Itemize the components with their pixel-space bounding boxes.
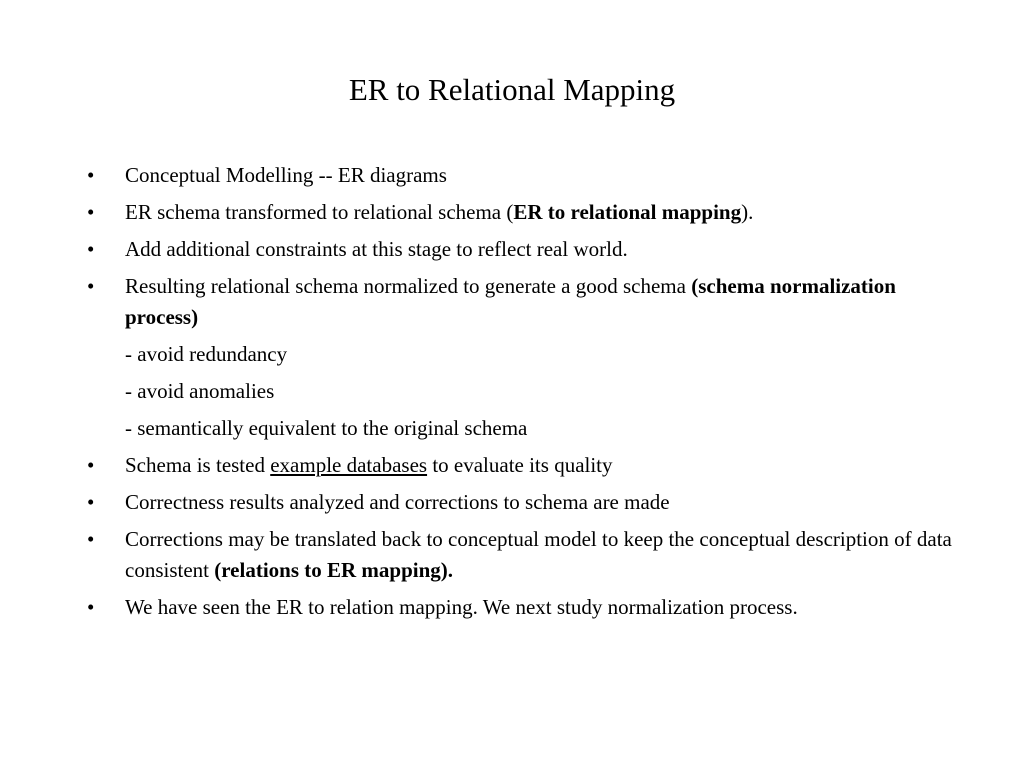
- bullet-text: Correctness results analyzed and corrections to schema are made: [125, 490, 670, 514]
- bullet-marker: •: [87, 163, 95, 187]
- bullet-item-er-schema-transformed: [0, 197, 1024, 228]
- bullet-item-next-study: [0, 592, 1024, 623]
- bullet-bold-text: (schema normalization process): [125, 274, 896, 329]
- bullet-text: Resulting relational schema normalized to generate a good schema: [125, 274, 692, 298]
- sub-item-semantically-equivalent: [0, 413, 1024, 444]
- sub-item-avoid-anomalies: [0, 376, 1024, 407]
- bullet-text-end: ).: [741, 200, 754, 224]
- bullet-bold-text: ER to relational mapping: [513, 200, 742, 224]
- bullet-text: Corrections may be translated back to conceptual model to keep the conceptual description of data consistent: [125, 527, 952, 582]
- bullet-text: ER schema transformed to relational schema (: [125, 200, 514, 224]
- bullet-marker: •: [87, 490, 95, 514]
- bullet-list: [0, 160, 1024, 629]
- bullet-item-correctness-results: [0, 487, 1024, 518]
- bullet-marker: •: [87, 237, 95, 261]
- bullet-marker: •: [87, 200, 95, 224]
- bullet-marker: •: [87, 274, 95, 298]
- example-databases-link[interactable]: example databases: [270, 453, 428, 477]
- bullet-text: Add additional constraints at this stage to reflect real world.: [125, 237, 628, 261]
- sub-item-text: - avoid redundancy: [125, 342, 288, 366]
- sub-item-avoid-redundancy: [0, 339, 1024, 370]
- bullet-text: Schema is tested: [125, 453, 271, 477]
- bullet-marker: •: [87, 453, 95, 477]
- bullet-item-corrections-translated: [0, 524, 1024, 586]
- bullet-bold-text: (relations to ER mapping).: [214, 558, 454, 582]
- bullet-item-schema-normalized: [0, 271, 1024, 333]
- bullet-text: We have seen the ER to relation mapping. We next study normalization process.: [125, 595, 798, 619]
- slide-title: ER to Relational Mapping: [348, 72, 676, 107]
- bullet-marker: •: [87, 595, 95, 619]
- bullet-marker: •: [87, 527, 95, 551]
- bullet-item-schema-tested: [0, 450, 1024, 481]
- bullet-item-conceptual-modelling: [0, 160, 1024, 191]
- sub-item-text: - avoid anomalies: [125, 379, 275, 403]
- sub-item-text: - semantically equivalent to the original schema: [125, 416, 528, 440]
- bullet-text: Conceptual Modelling -- ER diagrams: [125, 163, 447, 187]
- bullet-text-end: to evaluate its quality: [427, 453, 613, 477]
- bullet-item-additional-constraints: [0, 234, 1024, 265]
